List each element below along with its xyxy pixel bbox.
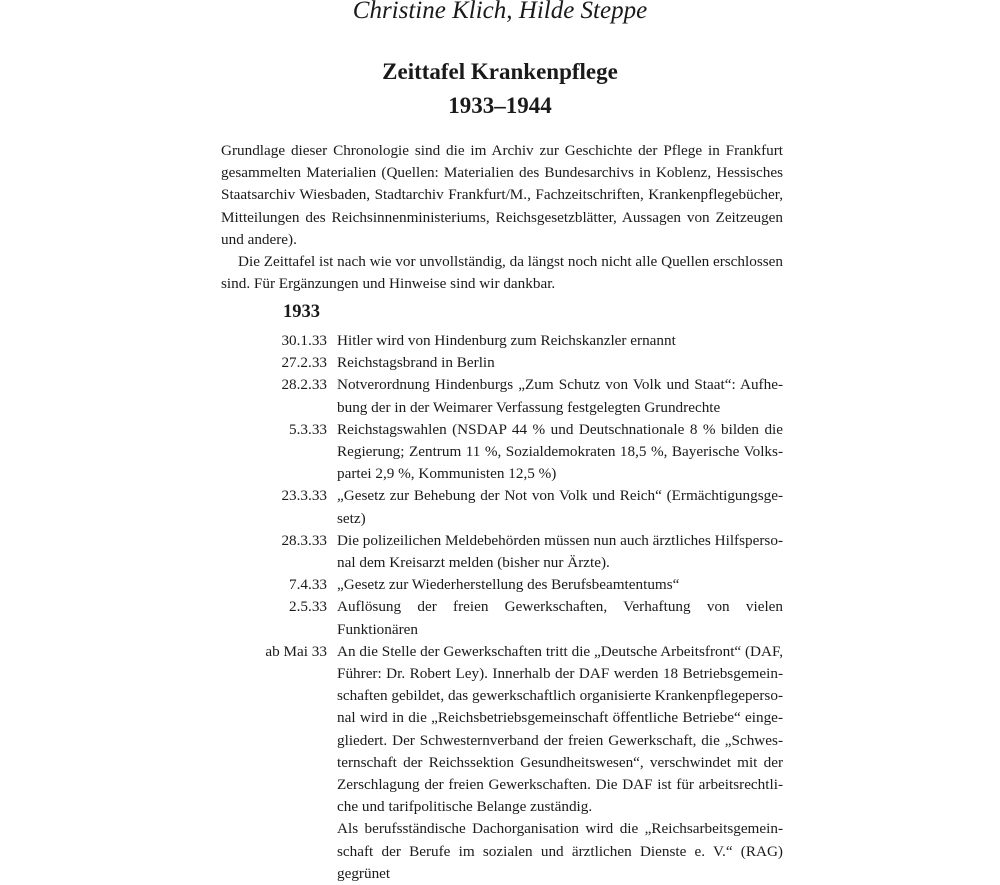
authors: Christine Klich, Hilde Steppe — [352, 0, 648, 24]
entry-text: Reichstagsbrand in Berlin — [337, 354, 495, 372]
chronology-entry — [221, 485, 783, 529]
intro-paragraph: Grundlage dieser Chronologie sind die im Archiv zur Geschichte der Pflege in Frankfurt gesammelten Materialien (Quellen: Materialien des Bundesarchivs in Koblenz, Hessisches Staatsarchiv Wiesbaden, Stadtarchiv Frankfurt/M., Fachzeitschriften, Krankenpflegebücher, Mitteilungen des Reichsinnenministeriums, Reichsgesetzblätter, Aussagen von Zeitzeugen und andere). — [221, 142, 783, 248]
intro-paragraph: Die Zeittafel ist nach wie vor unvollständig, da längst noch nicht alle Quellen erschlossen sind. Für Ergänzungen und Hinweise sind wir dankbar. — [221, 253, 783, 293]
entry-date: 23.3.33 — [281, 487, 327, 505]
entry-date: 30.1.33 — [281, 332, 327, 349]
chronology-entry — [221, 530, 783, 574]
chronology-entry — [221, 352, 783, 374]
entry-text: An die Stelle der Gewerkschaften tritt die „Deutsche Arbeitsfront“ (DAF, Führer: Dr. Robert Ley). Innerhalb der DAF werden 18 Betriebsgemeinschaften gebildet, das gewerkschaftlich organisierte Krankenpflegepersonal wird in die „Reichsbetriebsgemeinschaft öffentliche Betriebe“ eingegliedert. Der Schwesternverband der freien Gewerkschaft, die „Schwesternschaft der Reichssektion Gesundheitswesen“, verschwindet mit der Zerschlagung der freien Gewerkschaften. Die DAF ist für arbeitsrechtliche und tarifpolitische Belange zuständig. — [337, 642, 783, 816]
chronology-entry — [221, 641, 783, 819]
chronology-entry — [221, 419, 783, 486]
intro-text — [221, 140, 783, 295]
chronology-entry — [221, 374, 783, 418]
entry-date: 27.2.33 — [281, 354, 327, 372]
entry-text: Notverordnung Hindenburgs „Zum Schutz von Volk und Staat“: Aufhebung der in der Weimarer Verfassung festgelegten Grundrechte — [337, 376, 783, 416]
entry-date: 5.3.33 — [289, 420, 327, 438]
entry-date: 28.2.33 — [281, 376, 327, 394]
year-heading: 1933 — [283, 302, 320, 322]
entry-text: Als berufsständische Dachorganisation wird die „Reichsarbeitsgemeinschaft der Berufe im sozialen und ärztlichen Dienste e. V.“ (RAG) gegrünet — [337, 820, 783, 882]
chronology-entry — [221, 818, 783, 885]
entry-text: Reichstagswahlen (NSDAP 44 % und Deutschnationale 8 % bilden die Regierung; Zentrum 11 %, Sozialdemokraten 18,5 %, Bayerische Volkspartei 2,9 %, Kommunisten 12,5 %) — [337, 420, 783, 483]
entry-date: 2.5.33 — [289, 598, 327, 616]
entry-date: 7.4.33 — [289, 576, 327, 594]
entry-date: 28.3.33 — [281, 531, 327, 549]
entry-date: ab Mai 33 — [265, 642, 327, 660]
entry-text: Die polizeilichen Meldebehörden müssen nun auch ärztliches Hilfspersonal dem Kreisarzt melden (bisher nur Ärzte). — [337, 531, 783, 572]
entry-text: „Gesetz zur Behebung der Not von Volk und Reich“ (Ermächtigungsgesetz) — [337, 487, 783, 527]
entry-text: „Gesetz zur Wiederherstellung des Berufsbeamtentums“ — [337, 576, 680, 594]
entry-text: Hitler wird von Hindenburg zum Reichskanzler ernannt — [337, 332, 676, 349]
chronology-list — [221, 330, 783, 885]
page-title: Zeittafel Krankenpflege — [382, 59, 618, 84]
entry-date — [221, 818, 327, 885]
chronology-entry — [221, 330, 783, 352]
chronology-entry — [221, 596, 783, 640]
chronology-entry — [221, 574, 783, 596]
entry-text: Auflösung der freien Gewerkschaften, Verhaftung von vielen Funktionären — [337, 598, 783, 638]
page-subtitle: 1933–1944 — [448, 93, 552, 118]
